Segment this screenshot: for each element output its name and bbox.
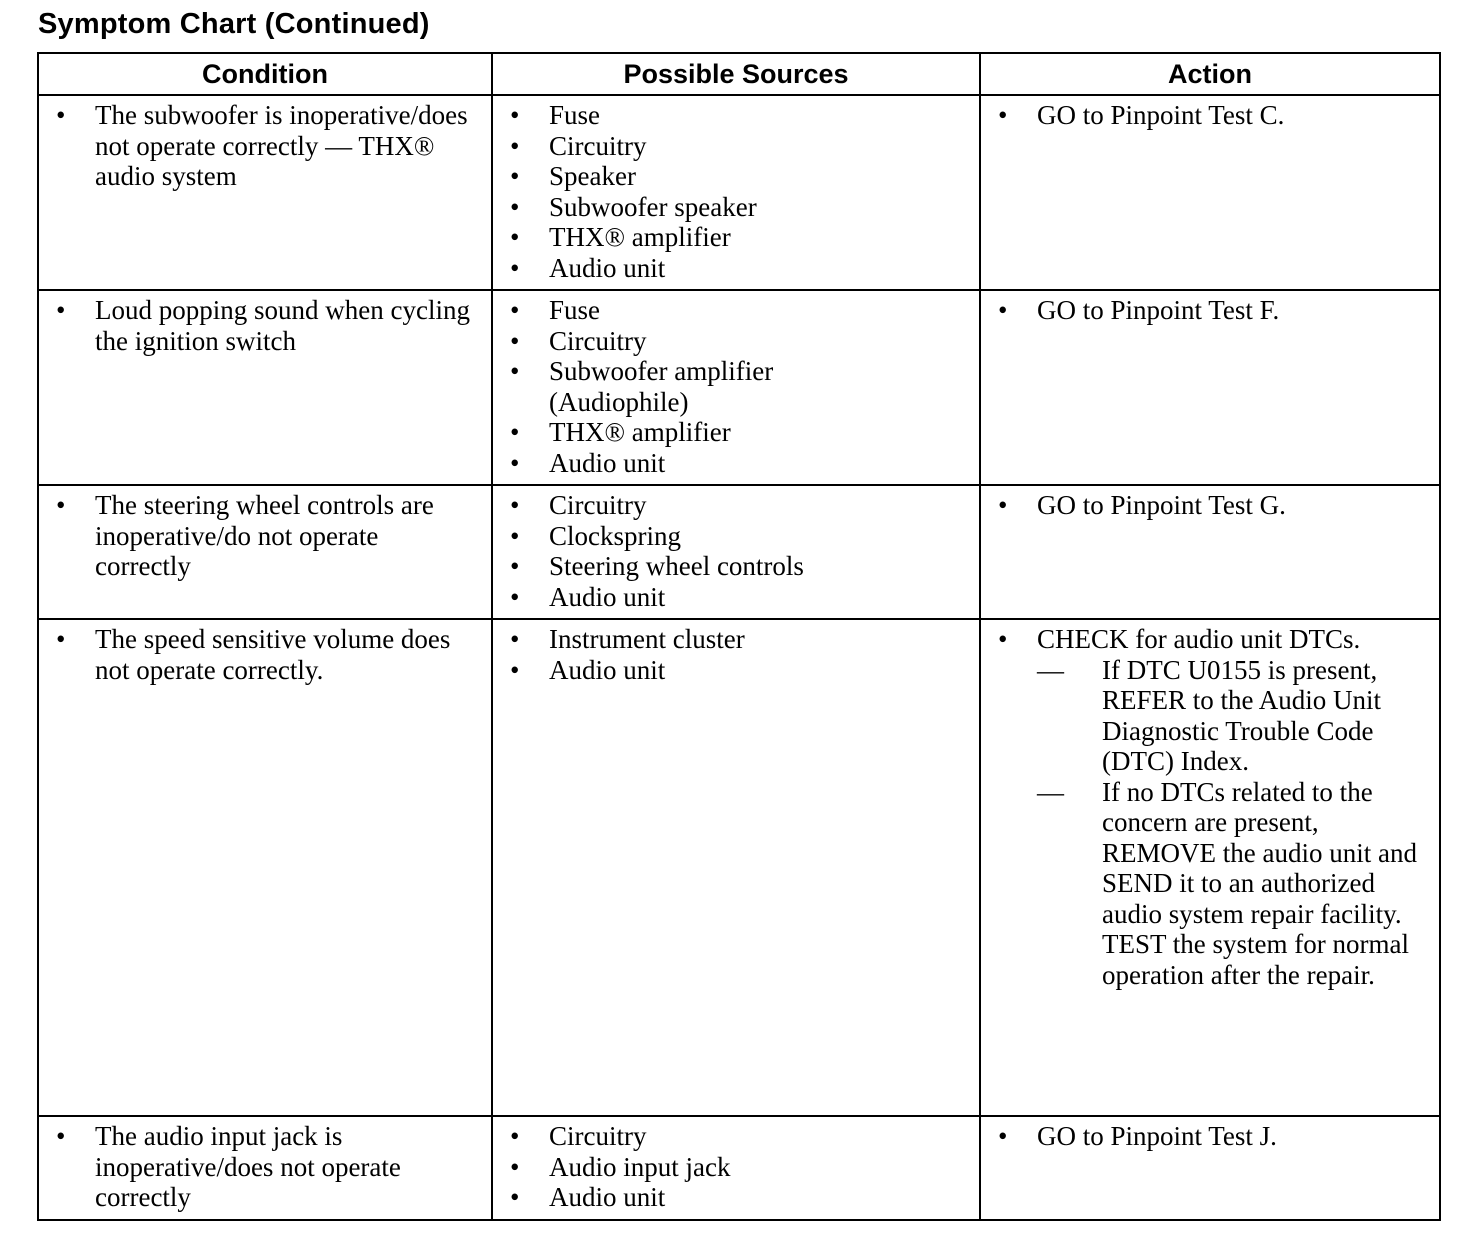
condition-cell	[38, 619, 492, 1116]
action-text: • GO to Pinpoint Test J.	[991, 1121, 1429, 1152]
source-item: • Speaker	[503, 161, 969, 192]
table-row	[38, 619, 1440, 1116]
header-action: Action	[980, 53, 1440, 95]
sources-cell	[492, 95, 980, 290]
source-item: • Circuitry	[503, 131, 969, 162]
source-item: • Instrument cluster	[503, 624, 969, 655]
source-item: • Audio unit	[503, 253, 969, 284]
action-text: • GO to Pinpoint Test C.	[991, 100, 1429, 131]
sub-action-item: — If no DTCs related to the concern are present, REMOVE the audio unit and SEND it to an authorized audio system repair facility. TEST the system for normal operation after the repair.	[1037, 777, 1429, 991]
table-row	[38, 485, 1440, 619]
condition-cell	[38, 485, 492, 619]
source-item: • THX® amplifier	[503, 417, 969, 448]
source-item: • Audio unit	[503, 1182, 969, 1213]
action-text: CHECK for audio unit DTCs.	[1037, 624, 1361, 654]
action-cell	[980, 485, 1440, 619]
sub-action-item: — If DTC U0155 is present, REFER to the Audio Unit Diagnostic Trouble Code (DTC) Index.	[1037, 655, 1429, 777]
source-item: • Circuitry	[503, 490, 969, 521]
table-row	[38, 95, 1440, 290]
source-item: • THX® amplifier	[503, 222, 969, 253]
table-row	[38, 290, 1440, 485]
action-cell	[980, 95, 1440, 290]
header-possible-sources: Possible Sources	[492, 53, 980, 95]
action-cell	[980, 1116, 1440, 1220]
condition-text: • The steering wheel controls are inoperative/do not operate correctly	[49, 490, 481, 582]
action-text: • GO to Pinpoint Test F.	[991, 295, 1429, 326]
source-item: • Audio unit	[503, 582, 969, 613]
sources-cell	[492, 290, 980, 485]
condition-cell	[38, 95, 492, 290]
symptom-chart-table	[37, 52, 1441, 1221]
source-item: • Audio unit	[503, 655, 969, 686]
source-item: • Clockspring	[503, 521, 969, 552]
sources-cell	[492, 1116, 980, 1220]
action-cell	[980, 290, 1440, 485]
action-cell	[980, 619, 1440, 1116]
action-item	[991, 624, 1429, 990]
source-item: • Steering wheel controls	[503, 551, 969, 582]
source-item: • Circuitry	[503, 326, 969, 357]
condition-text: • The audio input jack is inoperative/does not operate correctly	[49, 1121, 481, 1213]
table-header-row	[38, 53, 1440, 95]
source-item: • Fuse	[503, 100, 969, 131]
sources-cell	[492, 619, 980, 1116]
sources-cell	[492, 485, 980, 619]
source-item: • Subwoofer amplifier (Audiophile)	[503, 356, 969, 417]
condition-text: • Loud popping sound when cycling the ignition switch	[49, 295, 481, 356]
source-item: • Subwoofer speaker	[503, 192, 969, 223]
source-item: • Circuitry	[503, 1121, 969, 1152]
condition-cell	[38, 290, 492, 485]
page-title: Symptom Chart (Continued)	[38, 8, 430, 40]
source-item: • Audio unit	[503, 448, 969, 479]
action-text: • GO to Pinpoint Test G.	[991, 490, 1429, 521]
source-item: • Fuse	[503, 295, 969, 326]
table-row	[38, 1116, 1440, 1220]
header-condition: Condition	[38, 53, 492, 95]
condition-text: • The subwoofer is inoperative/does not operate correctly — THX® audio system	[49, 100, 481, 192]
condition-text: • The speed sensitive volume does not operate correctly.	[49, 624, 481, 685]
condition-cell	[38, 1116, 492, 1220]
source-item: • Audio input jack	[503, 1152, 969, 1183]
